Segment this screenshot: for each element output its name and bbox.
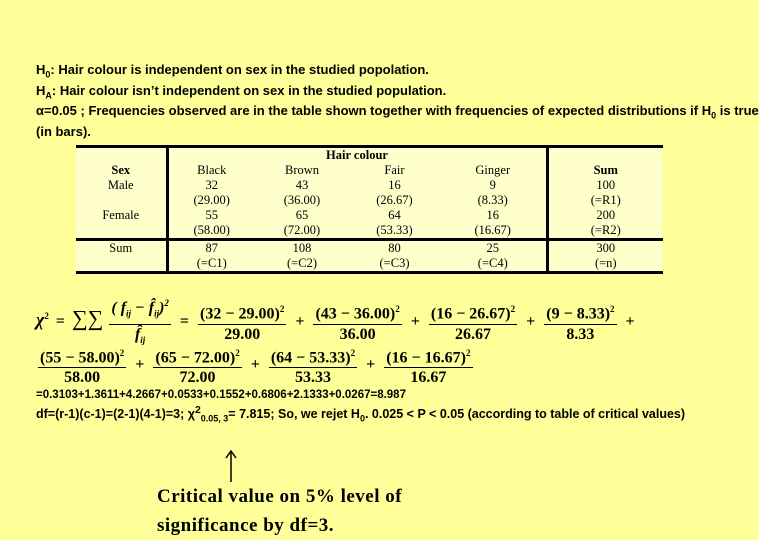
alpha-sub: 0 bbox=[711, 110, 717, 121]
term: $\frac{(16 - 16.67)^2}{16.67}$ bbox=[384, 344, 472, 387]
up-arrow-icon bbox=[224, 450, 238, 482]
col-total: 87 bbox=[167, 240, 255, 257]
expected-cell: (29.00) bbox=[193, 193, 230, 207]
total-row bbox=[76, 240, 663, 257]
col-header: Ginger bbox=[475, 163, 511, 177]
row-label: Female bbox=[76, 208, 167, 223]
row-sum: 200 bbox=[547, 208, 663, 223]
expected-cell: (16.67) bbox=[474, 223, 511, 237]
row-label: Male bbox=[76, 178, 167, 193]
term: $\frac{(43 - 36.00)^2}{36.00}$ bbox=[313, 300, 401, 343]
ha-label: H bbox=[36, 82, 46, 98]
bars-line: (in bars). bbox=[36, 123, 91, 139]
row-sum-ref: (=R1) bbox=[547, 193, 663, 208]
observed-cell: 64 bbox=[388, 208, 401, 222]
ha-text: : Hair colour isn’t independent on sex in the studied population. bbox=[51, 82, 447, 98]
observed-cell: 9 bbox=[489, 178, 496, 192]
h0-sub: 0 bbox=[45, 69, 51, 80]
table-row bbox=[76, 208, 663, 223]
col-header: Brown bbox=[284, 163, 320, 177]
col-header: Black bbox=[197, 163, 227, 177]
ha-line bbox=[36, 83, 720, 104]
chi-symbol: χ bbox=[36, 309, 45, 330]
alpha-line bbox=[36, 103, 759, 124]
table-row bbox=[76, 178, 663, 193]
sex-header: Sex bbox=[76, 163, 167, 178]
alpha-text: α=0.05 ; Frequencies observed are in the table shown together with frequencies of expected distributions if H bbox=[36, 103, 712, 119]
caption-line: Critical value on 5% level of bbox=[157, 486, 403, 507]
total-ref-row bbox=[76, 256, 663, 273]
h0-line bbox=[36, 62, 720, 83]
grand-total-ref: (=n) bbox=[547, 256, 663, 273]
sum-header: Sum bbox=[547, 163, 663, 178]
caption-line: significance by df=3. bbox=[157, 515, 335, 536]
h0-label: H bbox=[36, 62, 46, 77]
grand-total: 300 bbox=[547, 240, 663, 257]
double-sum-symbol: ∑∑ bbox=[72, 305, 104, 331]
col-total-ref: (=C2) bbox=[255, 256, 349, 273]
col-total: 25 bbox=[440, 240, 547, 257]
row-sum-ref: (=R2) bbox=[547, 223, 663, 240]
expected-cell: (53.33) bbox=[376, 223, 413, 237]
col-total-ref: (=C3) bbox=[349, 256, 440, 273]
col-total: 80 bbox=[349, 240, 440, 257]
observed-cell: 16 bbox=[388, 178, 401, 192]
ha-sub: A bbox=[45, 90, 52, 101]
term: $\frac{(9 - 8.33)^2}{8.33}$ bbox=[544, 300, 616, 343]
equals-sign: = bbox=[55, 312, 65, 330]
chi-square-formula-line2: $\frac{(55 - 58.00)^2}{58.00}$ + $\frac{(65 - 72.00)^2}{72.00}$ + $\frac{(64 - 53.33)^2}{53.33}$ + $\frac{(16 - 16.67)^2}{16.67}$ bbox=[36, 344, 475, 387]
expected-cell: (26.67) bbox=[376, 193, 413, 207]
observed-cell: 16 bbox=[486, 208, 499, 222]
row-sum: 100 bbox=[547, 178, 663, 193]
frequency-table bbox=[76, 145, 663, 274]
hypotheses-block bbox=[36, 62, 759, 140]
calculation-result: =0.3103+1.3611+4.2667+0.0533+0.1552+0.6806+2.1333+0.0267=8.987 bbox=[36, 389, 406, 401]
col-total-ref: (=C1) bbox=[167, 256, 255, 273]
term: $\frac{(65 - 72.00)^2}{72.00}$ bbox=[153, 344, 241, 387]
expected-cell: (72.00) bbox=[283, 223, 321, 237]
expected-cell: (8.33) bbox=[477, 193, 508, 207]
expected-cell: (36.00) bbox=[283, 193, 321, 207]
expected-cell: (58.00) bbox=[193, 223, 230, 237]
h0-text: : Hair colour is independent on sex in the studied popolation. bbox=[50, 62, 429, 77]
term: $\frac{(64 - 53.33)^2}{53.33}$ bbox=[269, 344, 357, 387]
col-total-ref: (=C4) bbox=[440, 256, 547, 273]
general-term: $\frac{( f_{ij} - f̂_{ij})^2}{f̂_{ij}}$ bbox=[109, 294, 171, 350]
table-row bbox=[76, 223, 663, 240]
col-header: Fair bbox=[384, 163, 405, 177]
degrees-of-freedom-line: df=(r-1)(c-1)=(2-1)(4-1)=3; $\chi^2_{0.05, 3}= 7.815$; So, we rejet $H_0$. 0.025 < P < 0.05 (according to table of critical values) bbox=[36, 405, 686, 424]
col-total: 108 bbox=[255, 240, 349, 257]
hair-colour-header: Hair colour bbox=[167, 147, 547, 164]
term: $\frac{(55 - 58.00)^2}{58.00}$ bbox=[38, 344, 126, 387]
total-label: Sum bbox=[76, 240, 167, 257]
critical-value-caption bbox=[157, 482, 402, 540]
alpha-end: is true bbox=[716, 103, 759, 119]
observed-cell: 55 bbox=[205, 208, 218, 222]
table-row bbox=[76, 193, 663, 208]
chi-square-formula-line1: $\chi^2$ = ∑∑ $\frac{( f_{ij} - f̂_{ij})^2}{f̂_{ij}}$ = $\frac{(32 - 29.00)^2}{29.00}$ + $\frac{(43 - 36.00)^2}{36.00}$ + $\frac{(16 - 26.67)^2}{26.67}$ + $\frac{(9 - 8.33)^2}{8.33}$ + bbox=[36, 294, 638, 350]
observed-cell: 43 bbox=[295, 178, 309, 192]
term: $\frac{(16 - 26.67)^2}{26.67}$ bbox=[429, 300, 517, 343]
observed-cell: 32 bbox=[205, 178, 218, 192]
chi-square-exponent: 2 bbox=[44, 311, 49, 322]
observed-cell: 65 bbox=[295, 208, 309, 222]
term: $\frac{(32 - 29.00)^2}{29.00}$ bbox=[198, 300, 286, 343]
